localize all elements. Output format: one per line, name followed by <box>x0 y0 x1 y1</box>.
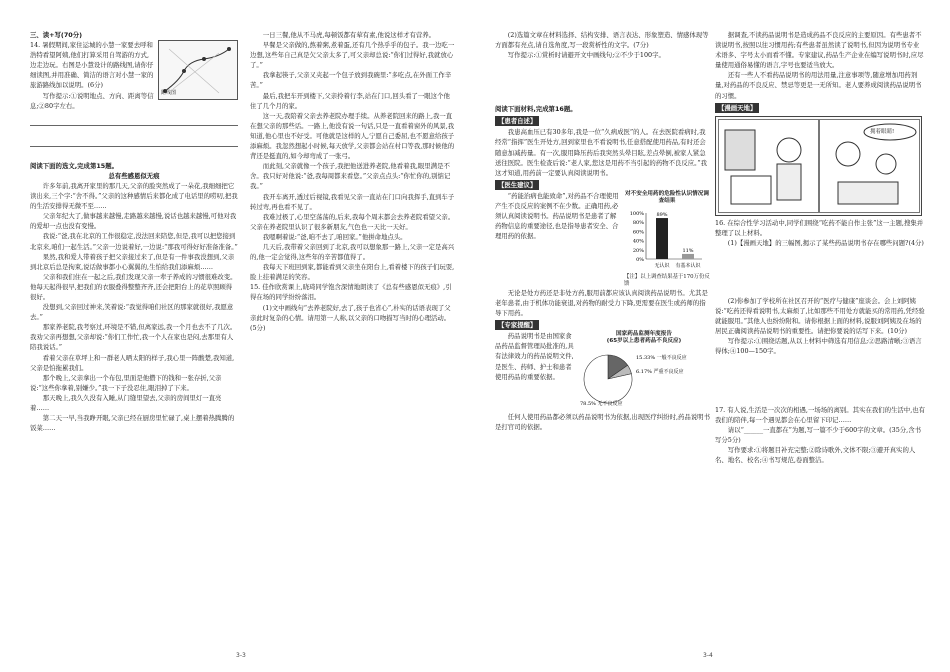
tag-comic: 【漫画天地】 <box>715 103 759 113</box>
comic-speech-bubble: 拥着眼睛! <box>870 128 895 135</box>
patient-text: 我患高血压已有30多年,我是一位“久病成医”的人。在去医院看病时,我经常“指挥”医生开处方,回到家里也不看说明书,任意搭配使用药品,有时还会随意加减药量。有一次,服用降压药后我突然头晕目眩,差点晕倒,被家人紧急送往医院。医生检查后说:“老人家,您这是用药不当引起的药物不良反应。”我这才知道,用药前一定要认真阅读说明书。 <box>495 128 708 177</box>
expert-text-1: 药品说明书是由国家食品药品监督管理局批准的,具有法律效力的药品说明文件,是医生、药师、护士和患者使用药品的重要依据。 <box>495 332 574 381</box>
paragraph: 父亲和我们住在一起之后,我们发现父亲一辈子养成的习惯很难改变。他每天起得很早,把我们的衣服叠得整整齐齐,还会把阳台上的花草照顾得很好。 <box>30 272 237 301</box>
paragraph: 父亲年纪大了,做事越来越慢,走路越来越慢,说话也越来越慢,可他对我的爱却一点也没有变慢。 <box>30 212 237 231</box>
paragraph: 看着父亲在草坪上和一群老人晒太阳的样子,我心里一阵酸楚,我知道,父亲是怕拖累我们。 <box>30 353 235 372</box>
paragraph: 几天后,我带着父亲回到了北京,我可以想象那一路上,父亲一定是高兴的,他一定会觉得,这些年的辛苦都值得了。 <box>250 242 455 262</box>
paragraph: 第二天一早,当我睁开眼,父亲已经在厨房里忙碌了,桌上摆着热腾腾的饭菜…… <box>30 414 235 433</box>
paragraph: 那天晚上,我久久没有入睡,从门缝里望去,父亲的房间里灯一直亮着…… <box>30 393 222 412</box>
q14-hint: 写作提示:①说明地点、方向、距离等信息;②80字左右。 <box>30 91 154 110</box>
paragraph: 一日三餐,他从不马虎,每顿饭都有荤有素,他说这样才有营养。 <box>262 31 436 39</box>
paragraph: 我难过极了,心里空荡荡的,后来,我每个周末都会去养老院看望父亲。父亲在养老院里认识了很多新朋友,气色也一天比一天好。 <box>250 212 455 231</box>
tag-patient: 【患者自述】 <box>495 116 539 126</box>
pie-chart <box>578 345 710 409</box>
paragraph: 我开车离开,透过后视镜,我看见父亲一直站在门口向我挥手,直到车子转过弯,再也看不见了。 <box>250 192 455 211</box>
y-tick-label: 100% <box>629 210 644 217</box>
essay-body <box>30 181 238 433</box>
question-17-prompt: 请以“______一直都在”为题,写一篇不少于600字的文章。(35分,含书写分5分) <box>715 425 921 444</box>
paragraph: 果然,我和爱人带着孩子把父亲接过来了,但是有一件事我没想到,父亲到北京后总是拘束,说话做事都小心翼翼的,生怕给我们添麻烦…… <box>30 252 235 271</box>
q16-2-hint: 写作提示:①围绕话题,从以上材料中筛选有用信息;②思路清晰;③语言得体;④100—150字。 <box>715 337 922 356</box>
map-label: 路线图 <box>161 90 177 96</box>
column-right-1 <box>495 30 710 433</box>
paragraph: 这一天,我陪着父亲去养老院办理手续。从养老院回来的路上,我一直在想父亲的那些话。一路上,他没有说一句话,只是一直看着窗外的风景,我知道,他心里也不好受。可他就是这样的人,宁愿自己委屈,也不愿意给孩子添麻烦。我忽然想起小时候,每天放学,父亲都会站在村口等我,那时候他的背还是挺直的,如今却弯成了一张弓。 <box>250 111 455 161</box>
question-16: 16. 在综合性学习活动中,同学们围绕“吃药不能自作主张”这一主题,搜集并整理了以上材料。 <box>715 218 924 237</box>
y-tick-label: 20% <box>632 247 644 254</box>
chart2-subtitle: (65岁以上患者药品不良反应) <box>606 338 682 345</box>
paragraph: 那家养老院,我考察过,环境是不错,但离家远,我一个月也去不了几次。我劝父亲再想想,父亲却说:“你们工作忙,我一个人在家也是闷,去那里有人陪我说话。” <box>30 323 237 352</box>
bar-value-label: 89% <box>656 211 668 218</box>
q15-intro: 阅读下面的选文,完成第15题。 <box>30 161 119 170</box>
tag-expert: 【专家提醒】 <box>495 320 539 330</box>
doctor-text <box>495 191 622 288</box>
y-tick-label: 40% <box>632 238 644 245</box>
paragraph: 我说:“爸,我在北京的工作很稳定,没法回来陪您,但是,我可以把您接到北京来,咱们一起生活。”父亲一边说着好,一边说:“那我可得好好准备准备。” <box>30 232 238 251</box>
paragraph: 早餐是父亲做的,熬着粥,煮着蛋,还有几个热乎乎的包子。我一边吃一边想,这些年自己真是欠父亲太多了,可父亲却总说:“你们过得好,我就放心了。” <box>250 41 455 70</box>
y-tick-label: 0% <box>636 256 644 263</box>
bar-value-label: 11% <box>682 247 694 254</box>
question-15-1: (1)文中画线句“去养老院好,去了,孩子也省心”,朴实的话语表现了父亲此时复杂的心情。请用第一人称,以父亲的口吻描写当时的心理活动。(5分) <box>250 303 451 332</box>
essay-title: 总有些感恩似无痕 <box>108 171 160 180</box>
expert-text-2: 任何人使用药品都必须以药品说明书为依据,出现医疗纠纷时,药品说明书是打官司的依据。 <box>495 413 710 432</box>
comic-strip <box>715 116 922 216</box>
bar <box>682 254 694 259</box>
question-15-2: (2)选篇文章在材料选择、结构安排、语言表达、形象塑造、情感体现等方面都有亮点,请自选角度,写一段赏析性的文字。(7分) <box>495 31 709 50</box>
column-left-1 <box>30 30 238 433</box>
paragraph: 我拿起筷子,父亲又夹起一个包子放到我碗里:“多吃点,在外面工作辛苦。” <box>250 71 452 90</box>
survey-text-2: 还有一些人不看药品说明书的用法用量,注意事项等,随意增加用药剂量,对药品的不良反应、禁忌等更是一无所知。老人要养成阅读药品说明书的习惯。 <box>715 71 922 100</box>
question-14: 14. 暑假期间,家住运城的小慧一家要去呼和浩特看望阿姨,他们打算采用自驾游的方式,边走边玩。右图是小慧设计的路线图,请你仔细读图,并用准确、简洁的语言对小慧一家的旅游路线加以说明。(6分) <box>30 41 154 90</box>
chart-1 <box>624 191 710 288</box>
question-16-2: (2)你参加了学校所在社区召开的“医疗与健康”座谈会。会上刘阿姨说:“吃药还得看说明书,太麻烦了,比如那些不用处方就能买的常用药,凭经验就能服用。”其他人也纷纷附和。请你根据上面的材料,说服刘阿姨及在场的居民正确阅读药品说明书的重要性。请把你要说的话写下来。(10分) <box>715 296 925 336</box>
q17-hint: 写作要求:①将题目补充完整;②除诗歌外,文体不限;③避开真实的人名、地名、校名;④书写规范,卷面整洁。 <box>715 445 916 464</box>
doctor-text-1: “药能治病也能致命”,对药品不合理使用产生不良反应的案例不在少数。正确用药,必须认真阅读说明书。药品说明书是患者了解药物信息的重要途径,也是指导患者安全、合理用药的依据。 <box>495 191 619 241</box>
expert-text <box>495 331 575 412</box>
chart2-title: 国家药品监测年度报告 <box>616 331 672 338</box>
comic-panel-2 <box>819 119 920 213</box>
slice-label: 78.5% 无不良反应 <box>580 401 623 408</box>
x-tick-label: 无认识 <box>654 262 670 269</box>
question-16-1: (1)【漫画天地】的三幅图,揭示了某些药品说明书存在哪些问题?(4分) <box>727 238 924 247</box>
essay-body-continued <box>250 30 455 282</box>
x-tick-label: 有基本认识 <box>675 262 701 269</box>
paragraph: 我每天下班回到家,都能看到父亲坐在阳台上,看着楼下的孩子们玩耍,脸上挂着满足的笑容。 <box>250 263 455 282</box>
column-right-2 <box>715 30 925 465</box>
comic-panel-1 <box>718 119 819 213</box>
route-map <box>158 40 238 100</box>
page-number-left: 3-3 <box>236 652 246 659</box>
chart-2 <box>578 331 710 412</box>
slice-label: 15.33% 一般不良反应 <box>636 355 687 362</box>
section-heading: 三、读+写(70分) <box>30 31 83 39</box>
chart1-title: 对不安全用药的危险性认识情况调查结果 <box>625 190 709 204</box>
paragraph: 我嗯啊着说:“爸,咱不去了,咱回家。”他拼命地点头。 <box>262 232 407 241</box>
y-tick-label: 80% <box>632 220 644 227</box>
q16-intro: 阅读下面材料,完成第16题。 <box>495 105 577 114</box>
column-left-2 <box>250 30 455 333</box>
q15-2-hint: 写作提示:①赏析时请避开文中画线句;②不少于100字。 <box>507 51 665 60</box>
tag-doctor: 【医生建议】 <box>495 180 539 190</box>
paragraph: 最后,我把车开到楼下,父亲拎着行李,站在门口,回头看了一眼这个他住了几个月的家。 <box>250 91 450 110</box>
answer-line[interactable] <box>30 111 238 126</box>
y-tick-label: 60% <box>632 229 644 236</box>
chart1-note: 【注】以上调查结果基于170万份反馈 <box>624 273 710 287</box>
bar <box>656 218 668 259</box>
page-number-right: 3-4 <box>703 652 713 659</box>
paragraph: 许多年前,我离开家里的那几天,父亲的脸突然成了一朵花,我细细把它读出来,三个字:“舍不得。”父亲的这种感情后来都化成了电话里的唠叨,把我的生活安排得无微不至…… <box>30 181 238 211</box>
doctor-text-2: 无论是处方药还是非处方药,服用前都应该认真阅读药品说明书。尤其是老年患者,由于机体功能衰退,对药物的耐受力下降,更需要在医生或药师的指导下用药。 <box>495 288 708 318</box>
question-17: 17. 有人说,生活是一次次的相遇,一场场的离别。其实在我们的生活中,也有我们的陪伴,每一个遇见都会在心里留下印记…… <box>715 405 926 424</box>
comic-drawing-1 <box>719 120 818 212</box>
paragraph: 那个晚上,父亲拿出一个布包,里面是他攒下的钱和一张存折,父亲说:“这些你拿着,别嫌少。”我一下子没忍住,眼泪掉了下来。 <box>30 373 222 392</box>
bar-chart <box>624 205 710 271</box>
paragraph: 而此刻,父亲就像一个孩子,我把他送进养老院,他看着我,眼里满是不舍。我只好对他说:“爸,我每周都来看您。”父亲点点头:“你忙你的,别惦记我。” <box>250 162 451 191</box>
paragraph: 没想到,父亲回过神来,笑着说:“我觉得咱们社区的那家就很好,我愿意去。” <box>30 303 234 322</box>
survey-text: 据调查,不读药品说明书是造成药品不良反应的主要原因。有些患者不读说明书,按照以往习惯用药;有些患者虽然读了说明书,但因为说明书专业术语多、字号太小而看不懂。专家建议,药品生产企业在编写说明书时,应尽量使用通俗易懂的语言,字号也要适当放大。 <box>715 31 924 70</box>
question-15: 15. 佳作欣赏课上,晓琦同学饱含深情地朗读了《总有些感恩似无痕》,引得在场的同学纷纷落泪。 <box>250 283 452 302</box>
answer-line[interactable] <box>30 132 238 147</box>
slice-label: 6.17% 严重不良反应 <box>636 369 684 376</box>
